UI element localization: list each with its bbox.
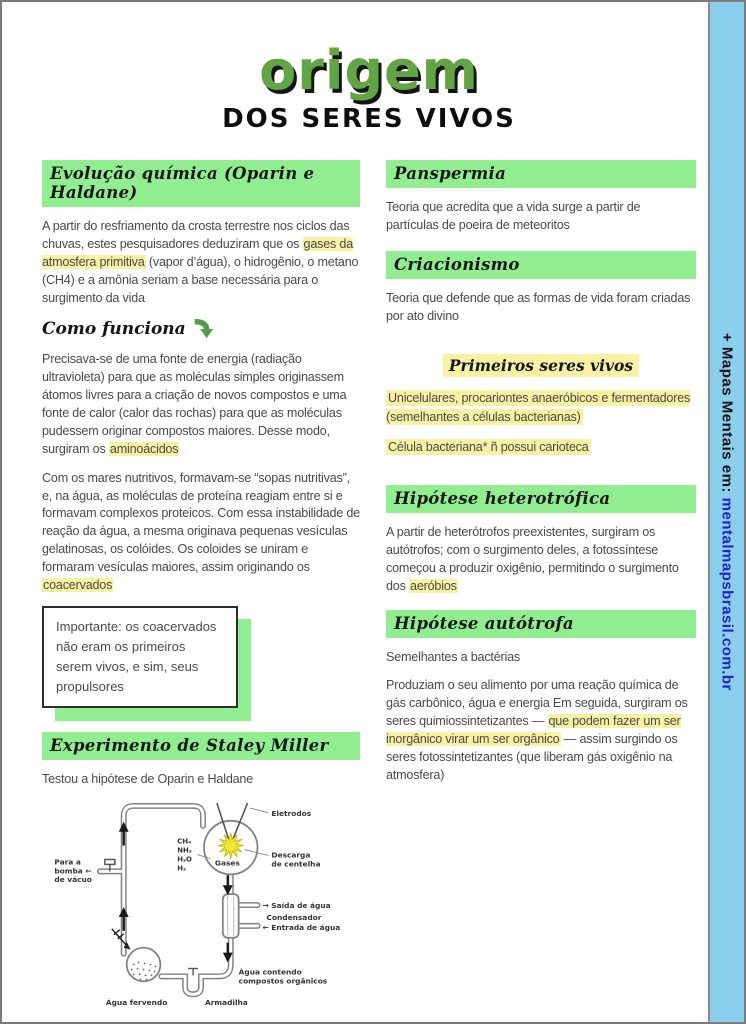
highlight-gases-atmosfera: gases da atmosfera primitiva	[42, 236, 354, 269]
primeiros-seres-vivos-label: Primeiros seres vivos	[443, 354, 639, 377]
content-area	[2, 2, 708, 1022]
text-segment: A partir do resfriamento da crosta terrestre nos ciclos das chuvas, estes pesquisadores deduziram que os	[42, 219, 350, 251]
highlight-coacervados: coacervados	[43, 577, 113, 592]
label-saida-agua: → Saída de água	[262, 901, 331, 911]
section-header-panspermia: Panspermia	[386, 160, 696, 188]
miller-experiment-diagram	[44, 800, 362, 1022]
paragraph-evolucao	[42, 218, 360, 307]
text-segment: (vapor d’água), o hidrogênio, o metano (CH4) e a amônia seriam a base necessária para o surgimento da vida	[42, 254, 359, 305]
paragraph-criacionismo: Teoria que defende que as formas de vida foram criadas por ato divino	[386, 290, 691, 323]
condenser	[223, 894, 239, 938]
section-header-experimento-miller: Experimento de Staley Miller	[42, 732, 360, 760]
page-header	[42, 39, 696, 134]
text-segment: Com os mares nutritivos, formavam-se “sopas nutritivas”, e, na água, as moléculas de proteína reagiam entre si e formavam complexos proteicos. Com essa instabilidade de reação da água, a mesma originava pequenas vesículas gelatinosas, os colóides. Os coloides se uniram e formaram vesículas maiores, assim originando os	[42, 470, 360, 574]
paragraph-autotrofa-intro: Semelhantes a bactérias	[386, 649, 521, 664]
label-bomba-2: bomba ←	[54, 866, 92, 876]
label-bomba-3: de vácuo	[54, 875, 92, 885]
watermark-prefix: + Mapas Mentais em:	[718, 333, 736, 498]
label-formula-h2: H₂	[177, 864, 187, 873]
label-descarga-1: Descarga	[271, 850, 311, 860]
two-column-layout	[42, 160, 696, 1022]
label-entrada-agua: ← Entrada de água	[262, 923, 341, 933]
label-agua-compostos-2: compostos orgânicos	[238, 976, 328, 986]
section-header-evolucao-quimica: Evolução química (Oparin e Haldane)	[42, 160, 360, 207]
highlight-unicelulares: Unicelulares, procariontes anaeróbicos e fermentadores (semelhantes a células bacterianas)	[386, 390, 691, 425]
highlight-aerobios: aeróbios	[410, 578, 457, 593]
page-title: origem	[259, 39, 479, 102]
text-segment: Precisava-se de uma fonte de energia (radiação ultravioleta) para que as moléculas simples originassem átomos livres para a criação de novos compostos e uma fonte de calor (calor das rochas) para que as moléculas pudessem originar compostos maiores. Desse modo, surgiram os	[42, 352, 347, 456]
label-descarga-2: de centelha	[271, 859, 321, 869]
label-eletrodos: Eletrodos	[271, 809, 312, 819]
highlight-celula-bacteriana: Célula bacteriana* ñ possui carioteca	[388, 439, 589, 454]
paragraph-heterotrofica	[386, 524, 696, 596]
watermark-strip	[708, 2, 744, 1022]
label-formula-nh3: NH₃	[177, 846, 192, 855]
highlight-aminoacidos: aminoácidos	[109, 441, 179, 456]
important-note-box	[42, 606, 238, 709]
label-agua-fervendo: Água fervendo	[105, 998, 168, 1008]
paragraph-coacervados	[42, 470, 360, 595]
label-formula-ch4: CH₄	[177, 837, 192, 846]
label-agua-compostos-1: Água contendo	[238, 967, 302, 977]
section-header-hipotese-heterotrofica: Hipótese heterotrófica	[386, 485, 696, 513]
watermark-text	[719, 333, 736, 691]
paragraph-como-funciona	[42, 351, 360, 458]
paragraph-panspermia: Teoria que acredita que a vida surge a partir de partículas de poeira de meteoritos	[386, 200, 641, 232]
section-header-criacionismo: Criacionismo	[386, 251, 696, 279]
label-armadilha: Armadilha	[204, 998, 248, 1008]
experimento-caption: Testou a hipótese de Oparin e Haldane	[42, 772, 254, 787]
text-segment: Produziam o seu alimento por uma reação química de gás carbônico, água e energia Em seguida, surgiram os seres quimiossintetizantes —	[386, 678, 688, 729]
como-funciona-heading	[42, 318, 360, 340]
primeiros-line-2	[386, 438, 696, 458]
primeiros-line-1	[386, 389, 696, 428]
label-gases: Gases	[214, 858, 240, 868]
left-column	[42, 160, 360, 1022]
primeiros-seres-vivos-heading	[386, 356, 696, 376]
boiling-flask	[127, 948, 161, 982]
label-bomba-1: Para a	[54, 857, 81, 867]
label-condensador: Condensador	[266, 913, 322, 923]
como-funciona-label: Como funciona	[42, 319, 186, 340]
label-formula-h2o: H₂O	[177, 855, 192, 864]
watermark-url: mentalmapsbrasil.com.br	[718, 497, 736, 691]
paragraph-autotrofa	[386, 677, 696, 784]
curved-down-arrow-icon	[192, 318, 214, 340]
text-segment: A partir de heterótrofos preexistentes, surgiram os autótrofos; com o surgimento deles, a fotossíntese começou a produzir oxigênio, permitindo o surgimento dos	[386, 525, 679, 593]
text-segment: — assim surgindo os seres fotossintetizantes (que liberam gás oxigênio na atmosfera)	[386, 732, 678, 782]
right-column	[386, 160, 696, 796]
important-note-text: Importante: os coacervados não eram os primeiros serem vivos, e sim, seus propulsores	[42, 606, 238, 709]
page-subtitle: DOS SERES VIVOS	[222, 104, 516, 134]
section-header-hipotese-autotrofa: Hipótese autótrofa	[386, 610, 696, 638]
highlight-inorganico-organico: que podem fazer um ser inorgânico virar um ser orgânico	[386, 714, 681, 747]
